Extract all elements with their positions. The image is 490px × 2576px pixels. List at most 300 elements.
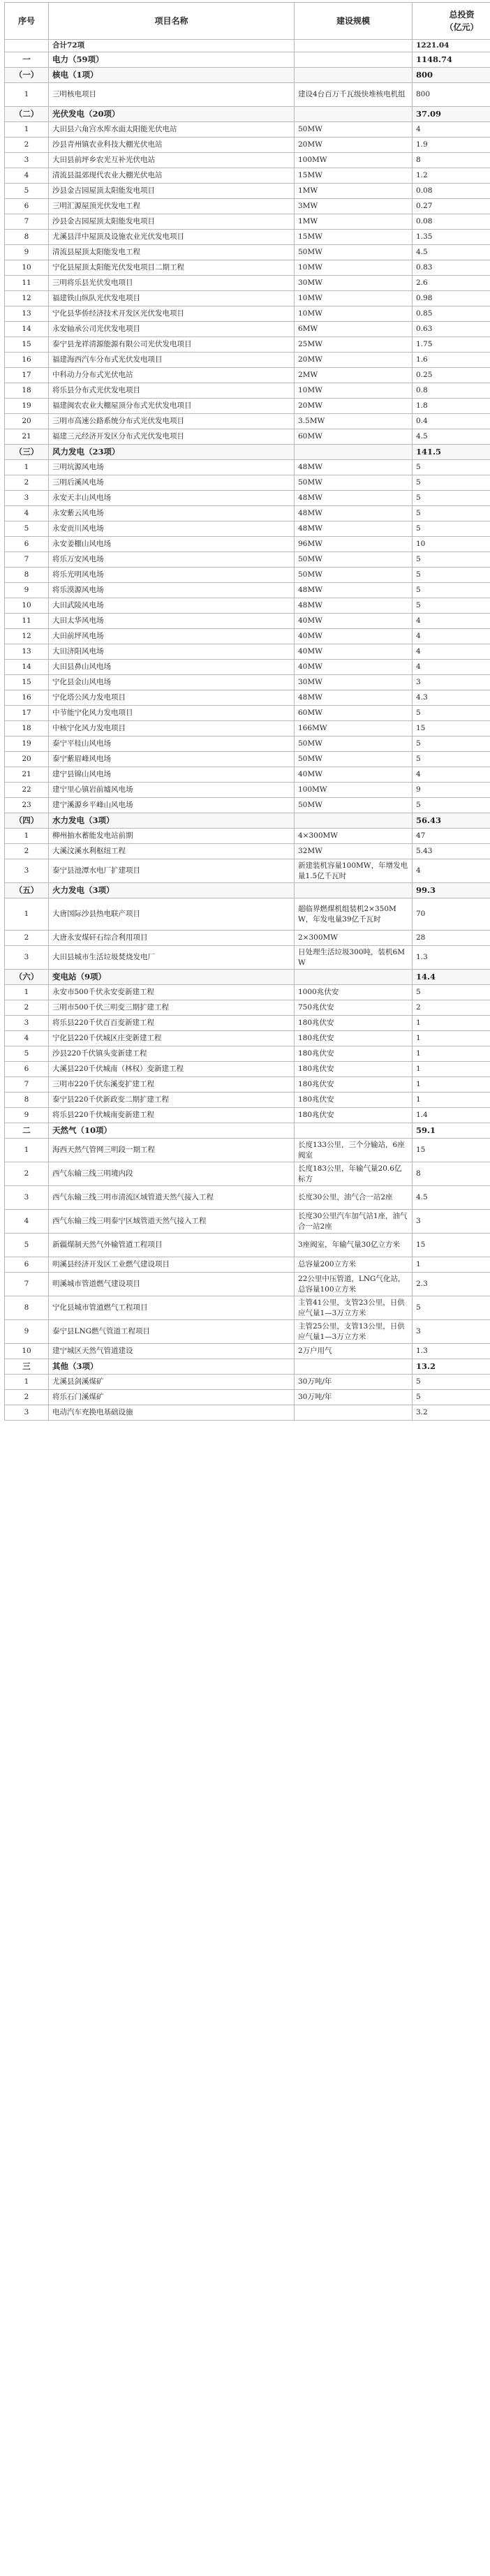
- cell-name: 明溪城市管道燃气建设项目: [49, 1273, 295, 1296]
- cell-invest: 1.3: [413, 946, 490, 970]
- cell-no: 7: [5, 214, 49, 230]
- cell-no: 1: [5, 122, 49, 138]
- cell-invest: 0.4: [413, 414, 490, 429]
- cell-name: 大田县鼻山风电场: [49, 660, 295, 675]
- project-investment-table: [4, 2, 490, 1421]
- cell-name: 核电（1项）: [49, 68, 295, 83]
- cell-name: 火力发电（3项）: [49, 883, 295, 898]
- cell-scale: 50MW: [295, 245, 413, 260]
- subcategory-row: [5, 445, 490, 460]
- header-invest: 总投资 （亿元）: [413, 3, 490, 40]
- table-row: [5, 399, 490, 414]
- cell-invest: 70: [413, 898, 490, 931]
- table-row: [5, 568, 490, 583]
- cell-no: 17: [5, 368, 49, 383]
- cell-invest: 1: [413, 1257, 490, 1273]
- cell-scale: 40MW: [295, 767, 413, 783]
- table-row: [5, 521, 490, 537]
- cell-no: 23: [5, 798, 49, 813]
- cell-scale: 6MW: [295, 322, 413, 337]
- cell-no: 11: [5, 276, 49, 291]
- cell-scale: [295, 1405, 413, 1421]
- cell-invest: 1.8: [413, 399, 490, 414]
- table-row: [5, 629, 490, 644]
- table-row: [5, 491, 490, 506]
- cell-scale: 30MW: [295, 276, 413, 291]
- cell-scale: 新建装机容量100MW，年增发电量1.5亿千瓦时: [295, 859, 413, 883]
- cell-scale: 3.5MW: [295, 414, 413, 429]
- cell-no: （三）: [5, 445, 49, 460]
- cell-invest: 1.75: [413, 337, 490, 353]
- cell-no: 2: [5, 1000, 49, 1016]
- cell-scale: 20MW: [295, 138, 413, 153]
- cell-scale: 2万户用气: [295, 1344, 413, 1359]
- cell-no: 3: [5, 491, 49, 506]
- cell-invest: 0.98: [413, 291, 490, 306]
- cell-name: 宁化县华侨经济技术开发区光伏发电项目: [49, 306, 295, 322]
- cell-no: 10: [5, 260, 49, 276]
- cell-scale: 主管25公里，支管13公里，日供应气量1—3万立方米: [295, 1320, 413, 1344]
- cell-invest: 4: [413, 644, 490, 660]
- cell-no: 18: [5, 721, 49, 736]
- cell-invest: 800: [413, 68, 490, 83]
- cell-no: 6: [5, 199, 49, 214]
- cell-scale: 32MW: [295, 844, 413, 859]
- cell-scale: 2MW: [295, 368, 413, 383]
- cell-scale: 180兆伏安: [295, 1062, 413, 1077]
- cell-invest: 5: [413, 475, 490, 491]
- cell-scale: 25MW: [295, 337, 413, 353]
- cell-scale: 40MW: [295, 629, 413, 644]
- cell-name: 大溪县220千伏城南（林权）变新建工程: [49, 1062, 295, 1077]
- cell-invest: 5: [413, 1296, 490, 1320]
- cell-invest: 5: [413, 798, 490, 813]
- table-row: [5, 1390, 490, 1405]
- cell-name: 清流县屋顶太阳能发电工程: [49, 245, 295, 260]
- cell-scale: [295, 107, 413, 122]
- header-scale: 建设规模: [295, 3, 413, 40]
- cell-invest: 0.08: [413, 214, 490, 230]
- cell-invest: 1.9: [413, 138, 490, 153]
- table-row: [5, 798, 490, 813]
- cell-no: 二: [5, 1123, 49, 1139]
- subcategory-row: [5, 883, 490, 898]
- cell-name: 泰宁平桂山风电场: [49, 736, 295, 752]
- cell-scale: 60MW: [295, 706, 413, 721]
- table-row: [5, 306, 490, 322]
- cell-no: 8: [5, 1093, 49, 1108]
- table-row: [5, 1186, 490, 1210]
- cell-no: 3: [5, 946, 49, 970]
- cell-name: 西气东输三线三明境内段: [49, 1162, 295, 1186]
- cell-no: 5: [5, 1046, 49, 1062]
- cell-name: 大田县前坪乡农光互补光伏电站: [49, 153, 295, 168]
- table-row: [5, 214, 490, 230]
- cell-no: 17: [5, 706, 49, 721]
- table-row: [5, 383, 490, 399]
- cell-invest: 8: [413, 1162, 490, 1186]
- table-row: [5, 1210, 490, 1234]
- cell-invest: 15: [413, 721, 490, 736]
- cell-no: 19: [5, 399, 49, 414]
- cell-invest: 4: [413, 122, 490, 138]
- cell-name: 建宁溪源乡平峰山风电场: [49, 798, 295, 813]
- cell-no: 6: [5, 1257, 49, 1273]
- cell-name: 建宁里心镇岩前墟风电场: [49, 783, 295, 798]
- cell-scale: 50MW: [295, 552, 413, 568]
- table-row: [5, 985, 490, 1000]
- cell-scale: 180兆伏安: [295, 1031, 413, 1046]
- cell-name: 将乐光明风电场: [49, 568, 295, 583]
- subcategory-row: [5, 107, 490, 122]
- table-row: [5, 931, 490, 946]
- cell-name: 大田济阳风电场: [49, 644, 295, 660]
- cell-scale: 30万吨/年: [295, 1390, 413, 1405]
- cell-no: 9: [5, 245, 49, 260]
- cell-invest: 15: [413, 1234, 490, 1257]
- cell-invest: 15: [413, 1139, 490, 1162]
- cell-name: 将乐县220千伏百百变新建工程: [49, 1016, 295, 1031]
- cell-scale: 48MW: [295, 521, 413, 537]
- cell-no: 3: [5, 153, 49, 168]
- table-row: [5, 1016, 490, 1031]
- cell-invest: 5: [413, 736, 490, 752]
- cell-no: 16: [5, 690, 49, 706]
- cell-scale: 1000兆伏安: [295, 985, 413, 1000]
- cell-name: 沙县220千伏镇头变新建工程: [49, 1046, 295, 1062]
- table-row: [5, 690, 490, 706]
- cell-scale: 50MW: [295, 736, 413, 752]
- cell-name: 永安姜棚山风电场: [49, 537, 295, 552]
- cell-invest: 1148.74: [413, 52, 490, 68]
- cell-invest: 3: [413, 675, 490, 690]
- table-row: [5, 337, 490, 353]
- cell-name: 水力发电（3项）: [49, 813, 295, 829]
- cell-name: 福建铁山纵队光伏发电项目: [49, 291, 295, 306]
- cell-invest: 5: [413, 521, 490, 537]
- cell-invest: 5: [413, 1390, 490, 1405]
- table-row: [5, 706, 490, 721]
- cell-invest: 0.27: [413, 199, 490, 214]
- cell-invest: 4: [413, 660, 490, 675]
- table-row: [5, 353, 490, 368]
- cell-invest: 0.63: [413, 322, 490, 337]
- cell-no: 7: [5, 552, 49, 568]
- cell-no: 3: [5, 1016, 49, 1031]
- cell-scale: 50MW: [295, 798, 413, 813]
- table-row: [5, 122, 490, 138]
- cell-no: 1: [5, 985, 49, 1000]
- cell-no: 19: [5, 736, 49, 752]
- cell-name: 将乐县分布式光伏发电项目: [49, 383, 295, 399]
- table-row: [5, 598, 490, 614]
- cell-name: 永安贡川风电场: [49, 521, 295, 537]
- cell-invest: 1.6: [413, 353, 490, 368]
- table-row: [5, 245, 490, 260]
- cell-invest: 1: [413, 1016, 490, 1031]
- cell-invest: 10: [413, 537, 490, 552]
- cell-no: 8: [5, 230, 49, 245]
- cell-scale: 48MW: [295, 583, 413, 598]
- cell-scale: 4×300MW: [295, 829, 413, 844]
- cell-invest: 14.4: [413, 970, 490, 985]
- cell-invest: 0.8: [413, 383, 490, 399]
- cell-scale: 15MW: [295, 230, 413, 245]
- cell-no: 1: [5, 1375, 49, 1390]
- cell-invest: 0.25: [413, 368, 490, 383]
- cell-no: 9: [5, 583, 49, 598]
- table-row: [5, 168, 490, 184]
- cell-no: 2: [5, 138, 49, 153]
- cell-scale: [295, 813, 413, 829]
- cell-no: 10: [5, 1344, 49, 1359]
- cell-no: 3: [5, 1186, 49, 1210]
- header-no: 序号: [5, 3, 49, 40]
- cell-scale: 48MW: [295, 506, 413, 521]
- cell-scale: [295, 445, 413, 460]
- cell-name: 福建三元经济开发区分布式光伏发电项目: [49, 429, 295, 445]
- cell-name: 大田武陵风电场: [49, 598, 295, 614]
- cell-no: 5: [5, 184, 49, 199]
- cell-invest: 1.4: [413, 1108, 490, 1123]
- cell-invest: 5: [413, 1375, 490, 1390]
- cell-scale: 长度30公里，油气合一站2座: [295, 1186, 413, 1210]
- cell-no: 11: [5, 614, 49, 629]
- subcategory-row: [5, 813, 490, 829]
- cell-no: 2: [5, 475, 49, 491]
- cell-no: 18: [5, 383, 49, 399]
- cell-invest: 0.85: [413, 306, 490, 322]
- cell-name: 海西天然气管网三明段一期工程: [49, 1139, 295, 1162]
- table-row: [5, 783, 490, 798]
- cell-invest: 4.5: [413, 429, 490, 445]
- cell-scale: 长度183公里，年输气量20.6亿标方: [295, 1162, 413, 1186]
- cell-scale: 100MW: [295, 153, 413, 168]
- cell-invest: 4: [413, 859, 490, 883]
- cell-invest: 5: [413, 706, 490, 721]
- cell-scale: 超临界燃煤机组装机2×350MW，年发电量39亿千瓦时: [295, 898, 413, 931]
- cell-name: 三明将乐县光伏发电项目: [49, 276, 295, 291]
- cell-invest: 3: [413, 1210, 490, 1234]
- cell-scale: 48MW: [295, 460, 413, 475]
- cell-scale: 50MW: [295, 475, 413, 491]
- table-row: [5, 1077, 490, 1093]
- cell-scale: 30MW: [295, 675, 413, 690]
- table-row: [5, 1108, 490, 1123]
- table-row: [5, 1139, 490, 1162]
- cell-no: 4: [5, 168, 49, 184]
- table-row: [5, 184, 490, 199]
- cell-scale: 48MW: [295, 690, 413, 706]
- table-row: [5, 898, 490, 931]
- cell-no: 4: [5, 1210, 49, 1234]
- cell-scale: 建设4台百万千瓦级快堆核电机组: [295, 83, 413, 107]
- cell-name: 泰宁县池潭水电厂扩建项目: [49, 859, 295, 883]
- table-row: [5, 614, 490, 629]
- cell-invest: 4: [413, 614, 490, 629]
- table-row: [5, 276, 490, 291]
- cell-invest: 59.1: [413, 1123, 490, 1139]
- cell-no: 16: [5, 353, 49, 368]
- cell-name: 其他（3项）: [49, 1359, 295, 1375]
- cell-name: 建宁城区天然气管道建设: [49, 1344, 295, 1359]
- category-row: [5, 1359, 490, 1375]
- cell-invest: 28: [413, 931, 490, 946]
- cell-no: （一）: [5, 68, 49, 83]
- cell-scale: 50MW: [295, 568, 413, 583]
- cell-no: 15: [5, 337, 49, 353]
- cell-scale: 10MW: [295, 383, 413, 399]
- cell-scale: 20MW: [295, 353, 413, 368]
- cell-scale: 180兆伏安: [295, 1093, 413, 1108]
- cell-scale: 日处理生活垃圾300吨，装机6MW: [295, 946, 413, 970]
- cell-name: 大唐永安煤矸石综合利用项目: [49, 931, 295, 946]
- table-row: [5, 1046, 490, 1062]
- cell-no: 2: [5, 1162, 49, 1186]
- cell-name: 三明核电项目: [49, 83, 295, 107]
- cell-name: 新疆煤制天然气外输管道工程项目: [49, 1234, 295, 1257]
- cell-name: 天然气（10项）: [49, 1123, 295, 1139]
- cell-name: 永安天丰山风电场: [49, 491, 295, 506]
- cell-invest: 47: [413, 829, 490, 844]
- cell-scale: 3MW: [295, 199, 413, 214]
- cell-scale: 48MW: [295, 598, 413, 614]
- cell-invest: 141.5: [413, 445, 490, 460]
- table-row: [5, 1162, 490, 1186]
- table-row: [5, 1296, 490, 1320]
- cell-no: 1: [5, 83, 49, 107]
- cell-invest: 1: [413, 1031, 490, 1046]
- subcategory-row: [5, 970, 490, 985]
- cell-name: 泰宁县220千伏新政变二期扩建工程: [49, 1093, 295, 1108]
- category-row: [5, 52, 490, 68]
- cell-scale: 50MW: [295, 752, 413, 767]
- cell-name: 西气东输三线三明市清流区域管道天然气接入工程: [49, 1186, 295, 1210]
- table-row: [5, 414, 490, 429]
- cell-invest: 56.43: [413, 813, 490, 829]
- cell-invest: 3.2: [413, 1405, 490, 1421]
- cell-no: 14: [5, 322, 49, 337]
- cell-name: 永安轴承公司光伏发电项目: [49, 322, 295, 337]
- cell-invest: 3: [413, 1320, 490, 1344]
- cell-invest: 5: [413, 568, 490, 583]
- table-body: [5, 40, 490, 1421]
- cell-no: 2: [5, 931, 49, 946]
- cell-name: 将乐石门溪煤矿: [49, 1390, 295, 1405]
- cell-invest: 1: [413, 1046, 490, 1062]
- table-row: [5, 583, 490, 598]
- cell-invest: 4.5: [413, 1186, 490, 1210]
- cell-scale: 1MW: [295, 184, 413, 199]
- table-row: [5, 368, 490, 383]
- cell-invest: 1: [413, 1093, 490, 1108]
- cell-invest: 2.3: [413, 1273, 490, 1296]
- cell-scale: 10MW: [295, 260, 413, 276]
- cell-no: 5: [5, 521, 49, 537]
- table-row: [5, 199, 490, 214]
- cell-invest: 9: [413, 783, 490, 798]
- cell-scale: 20MW: [295, 399, 413, 414]
- cell-no: 1: [5, 1139, 49, 1162]
- cell-scale: [295, 1123, 413, 1139]
- cell-invest: 5: [413, 460, 490, 475]
- cell-name: 三明市500千伏三明变三期扩建工程: [49, 1000, 295, 1016]
- cell-invest: 13.2: [413, 1359, 490, 1375]
- cell-scale: 166MW: [295, 721, 413, 736]
- cell-no: 1: [5, 829, 49, 844]
- table-row: [5, 1062, 490, 1077]
- cell-no: 7: [5, 1077, 49, 1093]
- cell-name: 大溪汶溪水利枢纽工程: [49, 844, 295, 859]
- cell-name: 福建闽农农业大棚屋顶分布式光伏发电项目: [49, 399, 295, 414]
- cell-name: 中节能宁化风力发电项目: [49, 706, 295, 721]
- cell-invest: 4: [413, 629, 490, 644]
- table-row: [5, 1093, 490, 1108]
- cell-no: 7: [5, 1273, 49, 1296]
- cell-no: 21: [5, 767, 49, 783]
- table-row: [5, 829, 490, 844]
- cell-scale: 40MW: [295, 660, 413, 675]
- cell-invest: 5: [413, 598, 490, 614]
- cell-invest: 1221.04: [413, 40, 490, 52]
- cell-scale: 1MW: [295, 214, 413, 230]
- cell-no: 10: [5, 598, 49, 614]
- cell-no: 2: [5, 1390, 49, 1405]
- cell-name: 福建海西汽车分布式光伏发电项目: [49, 353, 295, 368]
- cell-scale: 96MW: [295, 537, 413, 552]
- cell-scale: 40MW: [295, 644, 413, 660]
- cell-name: 三明市高速公路系统分布式光伏发电项目: [49, 414, 295, 429]
- cell-no: 3: [5, 1405, 49, 1421]
- cell-name: 电动汽车充换电基础设施: [49, 1405, 295, 1421]
- cell-scale: 长度30公里汽车加气站1座，油气合一站2座: [295, 1210, 413, 1234]
- cell-invest: 37.09: [413, 107, 490, 122]
- table-row: [5, 1375, 490, 1390]
- table-row: [5, 1320, 490, 1344]
- cell-no: （六）: [5, 970, 49, 985]
- cell-no: 9: [5, 1108, 49, 1123]
- cell-no: 13: [5, 306, 49, 322]
- cell-name: 尤溪县洋中屋顶及设施农业光伏发电项目: [49, 230, 295, 245]
- cell-scale: 40MW: [295, 614, 413, 629]
- cell-no: 4: [5, 506, 49, 521]
- cell-no: 13: [5, 644, 49, 660]
- cell-no: 6: [5, 537, 49, 552]
- header-name: 项目名称: [49, 3, 295, 40]
- table-row: [5, 844, 490, 859]
- cell-no: （二）: [5, 107, 49, 122]
- table-row: [5, 322, 490, 337]
- cell-invest: 1: [413, 1077, 490, 1093]
- cell-no: 6: [5, 1062, 49, 1077]
- cell-name: 泰宁县LNG燃气管道工程项目: [49, 1320, 295, 1344]
- cell-name: 中科动力分布式光伏电站: [49, 368, 295, 383]
- cell-invest: 2.6: [413, 276, 490, 291]
- cell-scale: 10MW: [295, 306, 413, 322]
- cell-invest: 5: [413, 583, 490, 598]
- cell-scale: 主管41公里，支管23公里，日供应气量1—3万立方米: [295, 1296, 413, 1320]
- cell-scale: 2×300MW: [295, 931, 413, 946]
- cell-scale: [295, 883, 413, 898]
- table-row: [5, 675, 490, 690]
- cell-no: 20: [5, 752, 49, 767]
- cell-invest: 4.5: [413, 245, 490, 260]
- cell-no: 21: [5, 429, 49, 445]
- cell-name: 大唐国际沙县热电联产项目: [49, 898, 295, 931]
- cell-name: 大田县六角宫水库水面太阳能光伏电站: [49, 122, 295, 138]
- cell-name: 沙县青州镇农业科技大棚光伏电站: [49, 138, 295, 153]
- cell-no: 12: [5, 629, 49, 644]
